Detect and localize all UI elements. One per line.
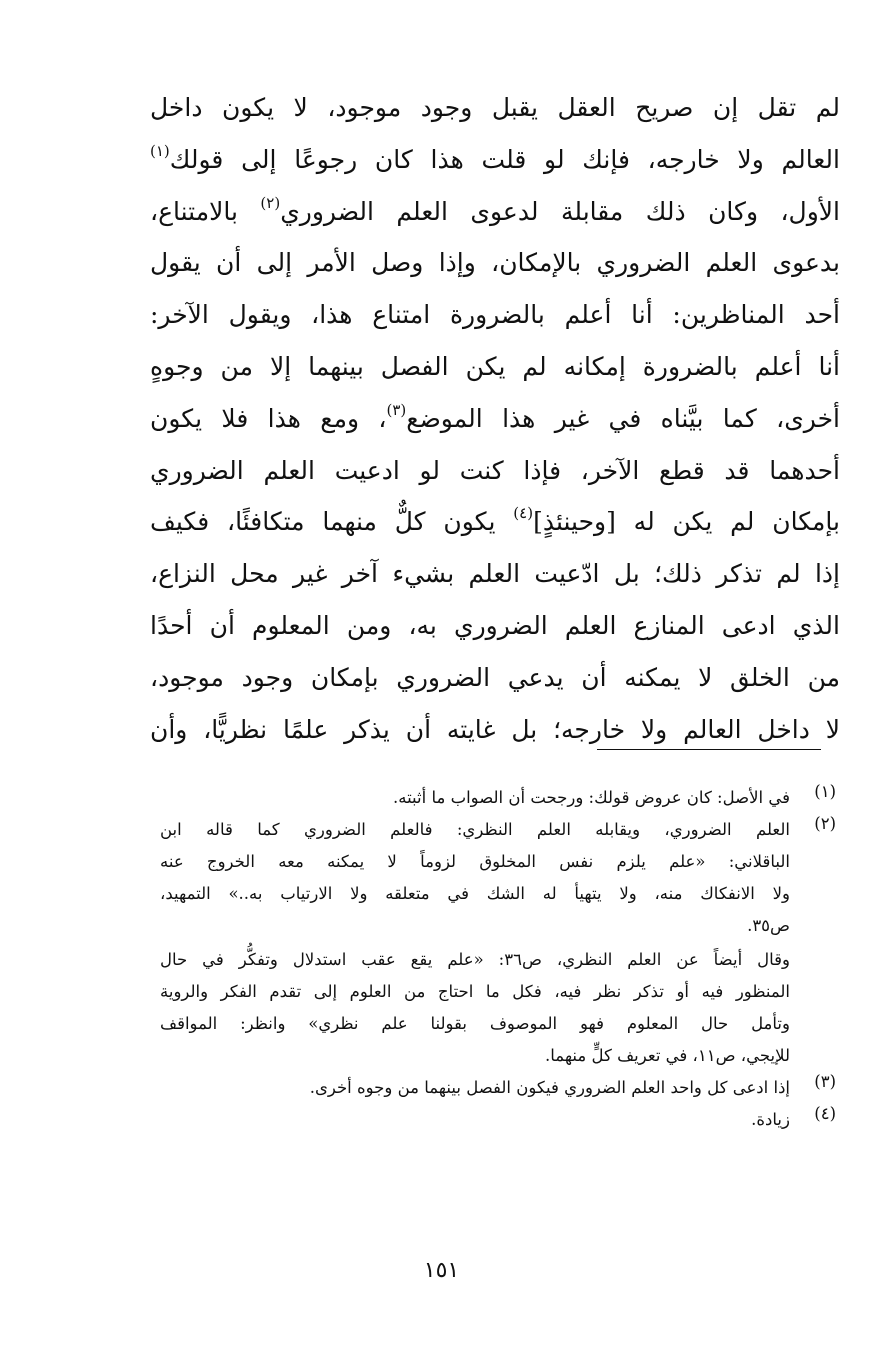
footnote-ref-2[interactable]: (٢)	[260, 193, 281, 212]
main-line: من الخلق لا يمكنه أن يدعي الضروري بإمكان وجود موجود،	[150, 662, 840, 692]
footnote-ref-4[interactable]: (٤)	[513, 504, 534, 523]
footnote-number: (١)	[814, 782, 836, 801]
main-text	[150, 82, 840, 755]
main-line: لم تقل إن صريح العقل يقبل وجود موجود، لا يكون داخل	[150, 93, 840, 122]
footnote-line: في الأصل: كان عروض قولك: ورجحت أن الصواب ما أثبته.	[392, 788, 790, 807]
footnote-number: (٢)	[814, 814, 836, 833]
page-number: ١٥١	[423, 1258, 460, 1283]
footnote-line: ولا الانفكاك منه، ولا يتهيأ له الشك في متعلقه ولا الارتياب به..» التمهيد،	[160, 884, 790, 903]
footnote-number: (٤)	[814, 1104, 836, 1123]
main-line: أحدهما قد قطع الآخر، فإذا كنت لو ادعيت العلم الضروري	[150, 455, 840, 485]
main-line: الأول، وكان ذلك مقابلة لدعوى العلم الضروري$^{(٢)}$ بالامتناع،	[150, 193, 841, 226]
footnote-4	[160, 1104, 836, 1136]
footnote-ref-3[interactable]: (٣)	[386, 400, 407, 419]
main-line: العالم ولا خارجه، فإنك لو قلت هذا كان رجوعًا إلى قولك$^{(١)}$	[150, 141, 840, 174]
footnote-line: العلم الضروري، ويقابله العلم النظري: فالعلم الضروري كما قاله ابن	[160, 820, 790, 839]
main-line: أخرى، كما بيَّناه في غير هذا الموضع$^{(٣)}$، ومع هذا فلا يكون	[150, 400, 840, 433]
footnote-line: وقال أيضاً عن العلم النظري، ص٣٦: «علم يقع عقب استدلال وتفكُّر في حال	[160, 950, 791, 969]
footnote-line: للإيجي، ص١١، في تعريف كلٍّ منهما.	[545, 1046, 790, 1065]
footnotes	[160, 782, 836, 1136]
footnote-line: ص٣٥.	[747, 916, 790, 935]
main-line: لا داخل العالم ولا خارجه؛ بل غايته أن يذكر علمًا نظريًّا، وأن	[150, 714, 840, 744]
footnote-2	[160, 814, 836, 1072]
footnote-line: إذا ادعى كل واحد العلم الضروري فيكون الفصل بينهما من وجوه أخرى.	[309, 1078, 790, 1097]
footnote-line: الباقلاني: «علم يلزم نفس المخلوق لزوماً لا يمكنه معه الخروج عنه	[160, 852, 790, 871]
footnote-line: المنظور فيه أو تذكر نظر فيه، فكل ما احتاج من العلوم إلى تقدم الفكر والروية	[160, 982, 790, 1001]
footnote-number: (٣)	[814, 1072, 836, 1091]
main-line: أنا أعلم بالضرورة إمكانه لم يكن الفصل بينهما إلا من وجوهٍ	[150, 351, 840, 381]
main-line: بإمكان لم يكن له [وحينئذٍ]$^{(٤)}$ يكون كلٌّ منهما متكافئًا، فكيف	[150, 504, 840, 537]
footnote-separator	[597, 749, 821, 750]
footnote-line: زيادة.	[751, 1110, 790, 1129]
footnote-ref-1[interactable]: (١)	[150, 141, 170, 160]
footnote-line: وتأمل حال المعلوم فهو الموصوف بقولنا علم نظري» وانظر: المواقف	[160, 1014, 790, 1033]
main-line: الذي ادعى المنازع العلم الضروري به، ومن المعلوم أن أحدًا	[150, 610, 840, 640]
main-line: إذا لم تذكر ذلك؛ بل ادّعيت العلم بشيء آخر غير محل النزاع،	[150, 559, 840, 589]
main-line: بدعوى العلم الضروري بالإمكان، وإذا وصل الأمر إلى أن يقول	[150, 248, 840, 278]
main-line: أحد المناظرين: أنا أعلم بالضرورة امتناع هذا، ويقول الآخر:	[150, 300, 840, 330]
footnote-1	[160, 782, 836, 814]
footnote-3	[160, 1072, 836, 1104]
